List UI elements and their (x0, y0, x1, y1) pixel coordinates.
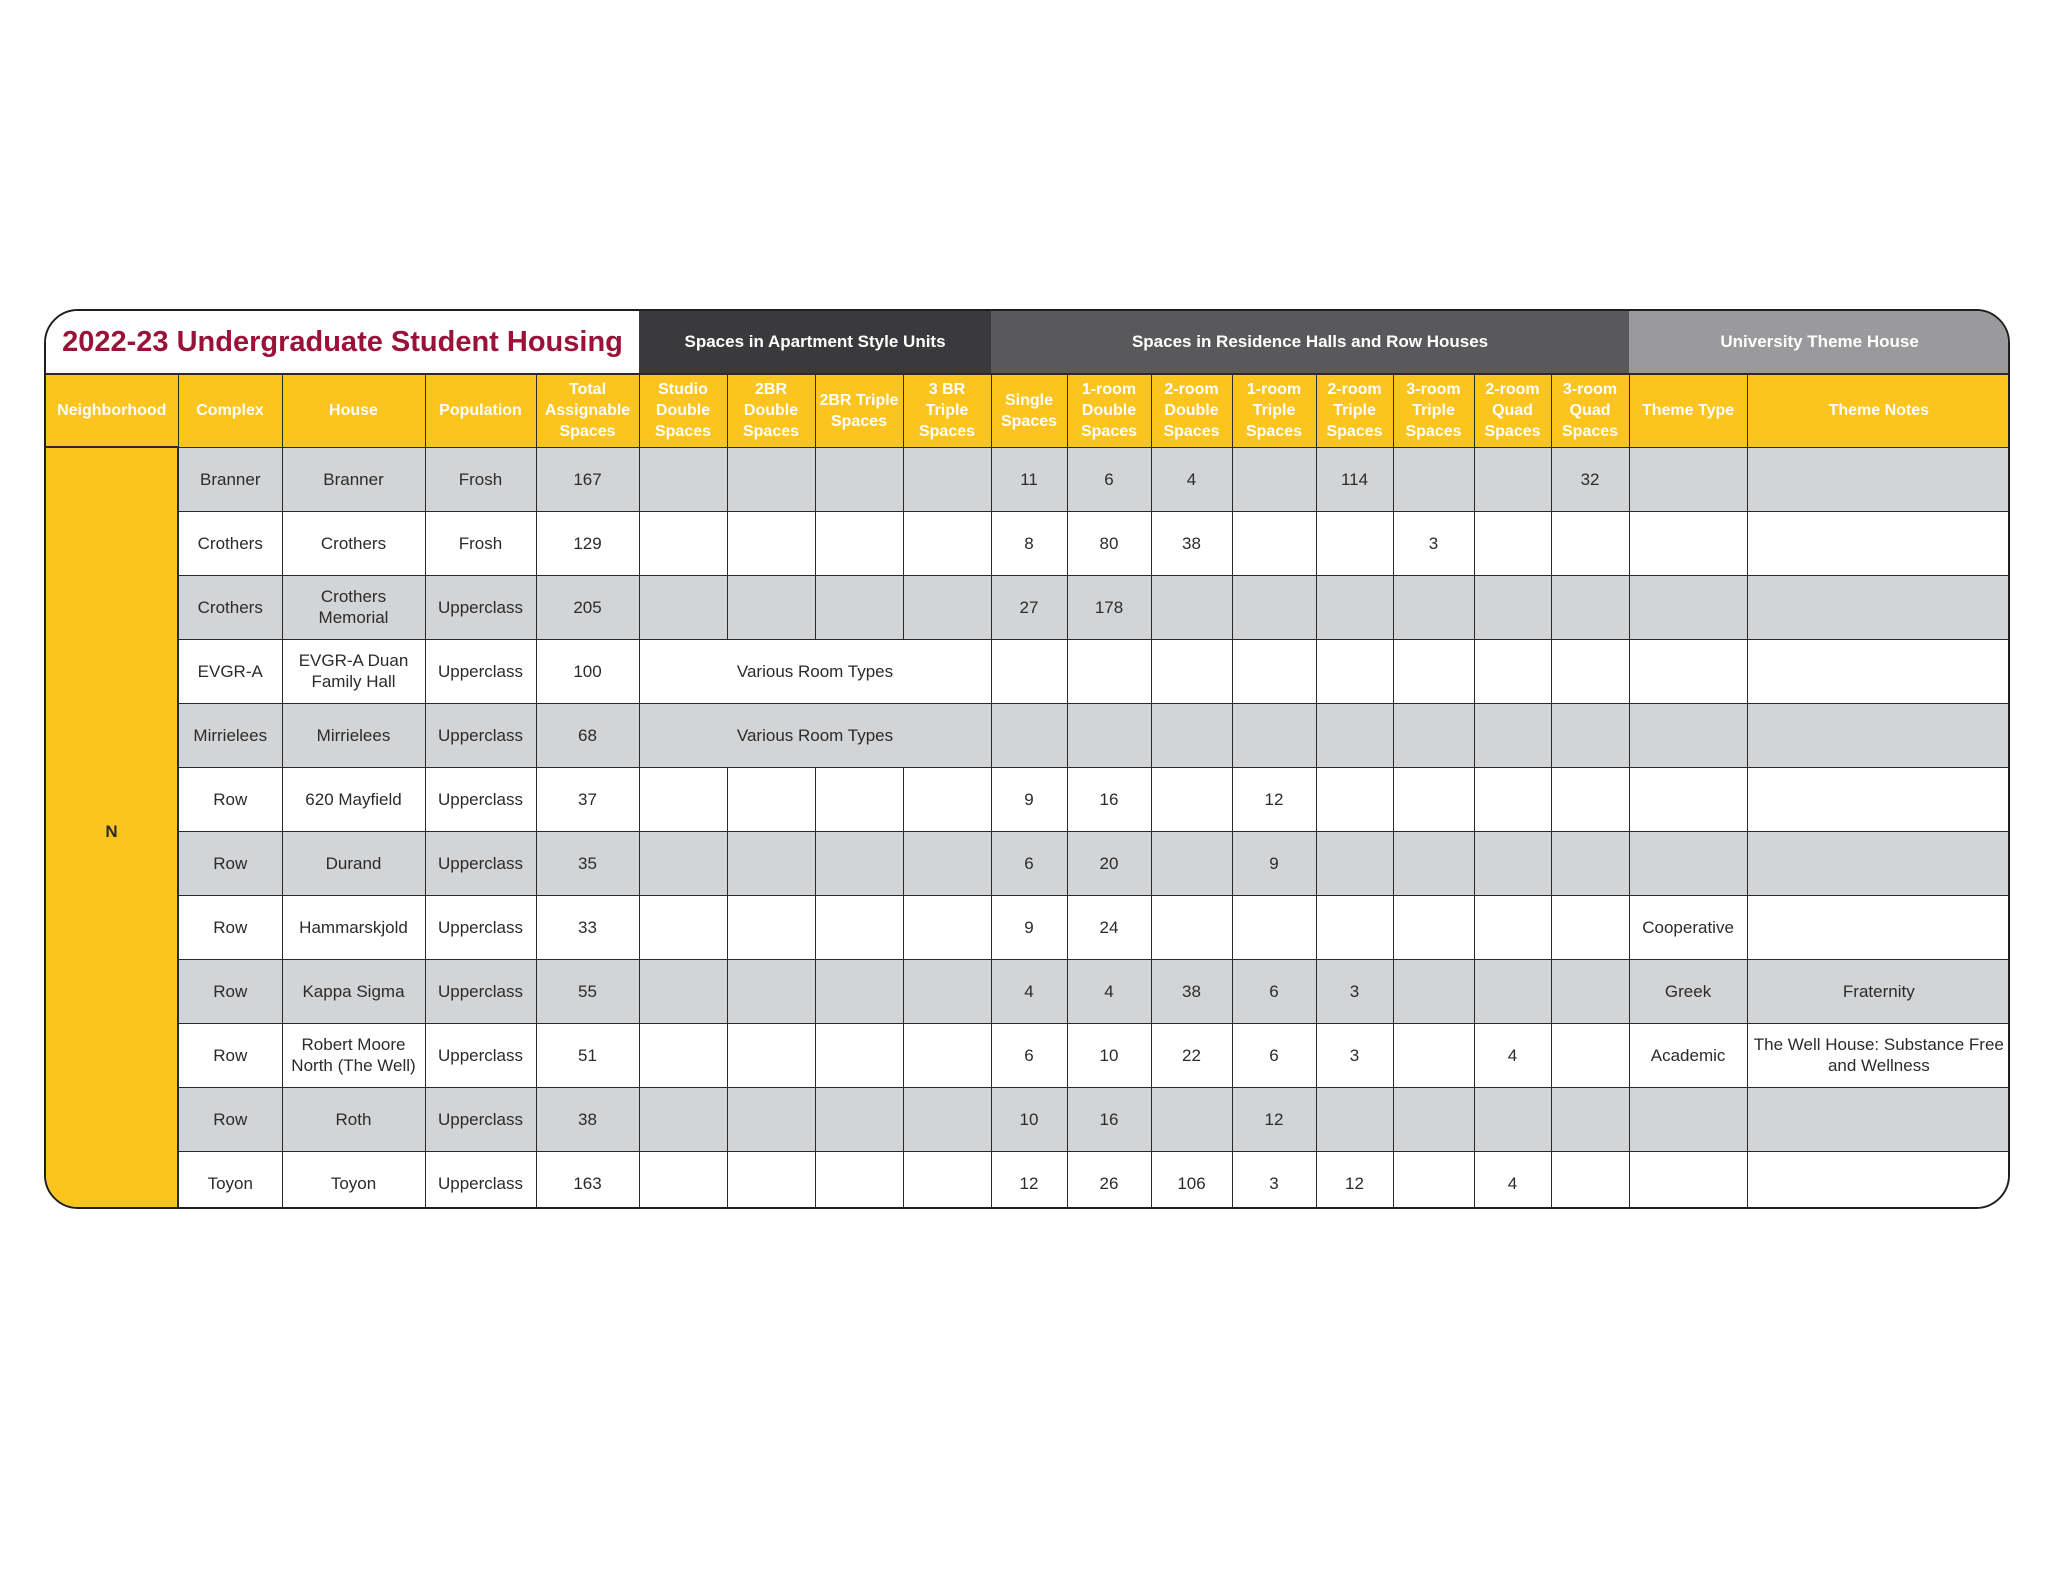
cell-r3-triple (1393, 1151, 1474, 1209)
cell-studio-double (639, 831, 727, 895)
housing-table (46, 311, 2010, 1209)
cell-br3-triple (903, 511, 991, 575)
cell-r2-quad (1474, 703, 1551, 767)
cell-r3-quad (1551, 1023, 1629, 1087)
cell-r1-double (1067, 639, 1151, 703)
cell-r1-triple (1232, 575, 1316, 639)
cell-theme-notes (1747, 767, 2010, 831)
cell-house: Kappa Sigma (282, 959, 425, 1023)
cell-r2-triple: 12 (1316, 1151, 1393, 1209)
cell-r2-double: 106 (1151, 1151, 1232, 1209)
cell-r3-triple (1393, 895, 1474, 959)
cell-br2-double (727, 767, 815, 831)
cell-r2-quad (1474, 767, 1551, 831)
cell-br2-triple (815, 511, 903, 575)
group-header-apartment: Spaces in Apartment Style Units (639, 311, 991, 374)
cell-br2-double (727, 511, 815, 575)
cell-r1-double: 26 (1067, 1151, 1151, 1209)
cell-studio-double (639, 895, 727, 959)
cell-theme-type (1629, 1087, 1747, 1151)
cell-br2-triple (815, 1023, 903, 1087)
cell-theme-notes (1747, 1087, 2010, 1151)
table-body (46, 447, 2010, 1209)
cell-population: Upperclass (425, 575, 536, 639)
cell-theme-type: Cooperative (1629, 895, 1747, 959)
cell-r2-quad (1474, 447, 1551, 511)
table-row (46, 767, 2010, 831)
col-header-total: Total Assignable Spaces (536, 374, 639, 447)
cell-br2-triple (815, 575, 903, 639)
cell-r2-triple (1316, 639, 1393, 703)
cell-single: 12 (991, 1151, 1067, 1209)
cell-r2-triple (1316, 831, 1393, 895)
cell-r1-triple (1232, 895, 1316, 959)
cell-total: 35 (536, 831, 639, 895)
col-header-2br-double: 2BR Double Spaces (727, 374, 815, 447)
cell-r2-double (1151, 575, 1232, 639)
cell-r3-triple (1393, 767, 1474, 831)
cell-r2-quad (1474, 575, 1551, 639)
column-header-row (46, 374, 2010, 447)
cell-theme-notes: Fraternity (1747, 959, 2010, 1023)
cell-r2-double (1151, 895, 1232, 959)
cell-r1-triple: 6 (1232, 959, 1316, 1023)
cell-house: Hammarskjold (282, 895, 425, 959)
cell-br3-triple (903, 1087, 991, 1151)
cell-theme-type (1629, 767, 1747, 831)
cell-studio-double (639, 959, 727, 1023)
cell-total: 205 (536, 575, 639, 639)
table-row (46, 703, 2010, 767)
col-header-2room-quad: 2-room Quad Spaces (1474, 374, 1551, 447)
cell-complex: Row (178, 959, 282, 1023)
cell-r3-quad (1551, 959, 1629, 1023)
cell-theme-type (1629, 1151, 1747, 1209)
cell-br2-double (727, 1151, 815, 1209)
cell-r2-quad: 4 (1474, 1023, 1551, 1087)
cell-r1-triple (1232, 703, 1316, 767)
cell-r3-quad (1551, 575, 1629, 639)
table-row (46, 895, 2010, 959)
cell-br2-triple (815, 831, 903, 895)
cell-complex: Row (178, 895, 282, 959)
cell-r3-triple: 3 (1393, 511, 1474, 575)
cell-br2-double (727, 831, 815, 895)
cell-studio-double (639, 447, 727, 511)
cell-house: 620 Mayfield (282, 767, 425, 831)
cell-total: 33 (536, 895, 639, 959)
cell-r1-triple: 12 (1232, 1087, 1316, 1151)
banner-row (46, 311, 2010, 374)
col-header-complex: Complex (178, 374, 282, 447)
cell-br3-triple (903, 575, 991, 639)
cell-br2-triple (815, 1151, 903, 1209)
cell-r1-double: 24 (1067, 895, 1151, 959)
cell-theme-notes (1747, 1151, 2010, 1209)
cell-r2-quad (1474, 959, 1551, 1023)
cell-r1-double: 80 (1067, 511, 1151, 575)
cell-single: 4 (991, 959, 1067, 1023)
col-header-1room-double: 1-room Double Spaces (1067, 374, 1151, 447)
cell-total: 167 (536, 447, 639, 511)
cell-theme-notes: The Well House: Substance Free and Wellness (1747, 1023, 2010, 1087)
table-row (46, 575, 2010, 639)
col-header-single: Single Spaces (991, 374, 1067, 447)
table-row (46, 1087, 2010, 1151)
cell-population: Upperclass (425, 959, 536, 1023)
cell-r3-quad (1551, 703, 1629, 767)
cell-br2-double (727, 895, 815, 959)
cell-r2-double: 38 (1151, 959, 1232, 1023)
cell-br2-double (727, 447, 815, 511)
cell-population: Upperclass (425, 767, 536, 831)
cell-complex: Branner (178, 447, 282, 511)
cell-br2-triple (815, 1087, 903, 1151)
col-header-theme-notes: Theme Notes (1747, 374, 2010, 447)
cell-br2-double (727, 1023, 815, 1087)
cell-r2-double: 38 (1151, 511, 1232, 575)
cell-studio-double (639, 767, 727, 831)
cell-r1-double: 16 (1067, 1087, 1151, 1151)
table-row (46, 447, 2010, 511)
col-header-2room-double: 2-room Double Spaces (1151, 374, 1232, 447)
cell-br3-triple (903, 767, 991, 831)
cell-r2-triple (1316, 895, 1393, 959)
cell-r3-triple (1393, 575, 1474, 639)
cell-house: EVGR-A Duan Family Hall (282, 639, 425, 703)
cell-population: Upperclass (425, 703, 536, 767)
col-header-population: Population (425, 374, 536, 447)
cell-single (991, 703, 1067, 767)
cell-total: 55 (536, 959, 639, 1023)
cell-studio-double (639, 575, 727, 639)
cell-br3-triple (903, 1151, 991, 1209)
cell-single: 10 (991, 1087, 1067, 1151)
cell-total: 51 (536, 1023, 639, 1087)
cell-r1-double: 20 (1067, 831, 1151, 895)
cell-theme-type (1629, 447, 1747, 511)
cell-total: 163 (536, 1151, 639, 1209)
cell-complex: EVGR-A (178, 639, 282, 703)
cell-theme-type (1629, 703, 1747, 767)
cell-complex: Row (178, 1023, 282, 1087)
cell-r2-double: 22 (1151, 1023, 1232, 1087)
cell-br2-double (727, 575, 815, 639)
col-header-2room-triple: 2-room Triple Spaces (1316, 374, 1393, 447)
cell-total: 37 (536, 767, 639, 831)
cell-r3-triple (1393, 1023, 1474, 1087)
cell-population: Upperclass (425, 1151, 536, 1209)
cell-r3-quad (1551, 767, 1629, 831)
cell-r1-triple: 12 (1232, 767, 1316, 831)
cell-theme-notes (1747, 575, 2010, 639)
cell-r3-triple (1393, 959, 1474, 1023)
cell-complex: Mirrielees (178, 703, 282, 767)
group-header-residence: Spaces in Residence Halls and Row Houses (991, 311, 1629, 374)
housing-table-card (44, 309, 2010, 1209)
cell-r2-triple: 3 (1316, 959, 1393, 1023)
cell-r1-double: 16 (1067, 767, 1151, 831)
cell-single: 27 (991, 575, 1067, 639)
cell-br2-triple (815, 959, 903, 1023)
cell-theme-notes (1747, 703, 2010, 767)
cell-r2-quad: 4 (1474, 1151, 1551, 1209)
cell-theme-notes (1747, 895, 2010, 959)
cell-studio-double (639, 1087, 727, 1151)
col-header-3br-triple: 3 BR Triple Spaces (903, 374, 991, 447)
cell-total: 38 (536, 1087, 639, 1151)
cell-r2-double (1151, 639, 1232, 703)
cell-r2-triple (1316, 767, 1393, 831)
col-header-theme-type: Theme Type (1629, 374, 1747, 447)
cell-theme-type (1629, 831, 1747, 895)
cell-theme-type (1629, 639, 1747, 703)
cell-r1-double: 10 (1067, 1023, 1151, 1087)
cell-population: Upperclass (425, 831, 536, 895)
cell-r1-triple (1232, 511, 1316, 575)
cell-r2-triple (1316, 1087, 1393, 1151)
cell-theme-notes (1747, 511, 2010, 575)
cell-r2-triple (1316, 703, 1393, 767)
table-row (46, 511, 2010, 575)
cell-studio-double (639, 511, 727, 575)
cell-r3-triple (1393, 1087, 1474, 1151)
cell-single: 6 (991, 831, 1067, 895)
cell-r1-double (1067, 703, 1151, 767)
col-header-3room-quad: 3-room Quad Spaces (1551, 374, 1629, 447)
cell-r1-triple (1232, 639, 1316, 703)
cell-r1-triple: 9 (1232, 831, 1316, 895)
cell-br2-double (727, 1087, 815, 1151)
cell-r1-triple: 6 (1232, 1023, 1316, 1087)
cell-r2-double (1151, 703, 1232, 767)
cell-single: 9 (991, 895, 1067, 959)
cell-r3-quad (1551, 639, 1629, 703)
cell-br2-triple (815, 895, 903, 959)
cell-theme-type (1629, 575, 1747, 639)
cell-studio-double (639, 1023, 727, 1087)
cell-r3-triple (1393, 639, 1474, 703)
cell-population: Upperclass (425, 639, 536, 703)
col-header-3room-triple: 3-room Triple Spaces (1393, 374, 1474, 447)
cell-br2-double (727, 959, 815, 1023)
cell-house: Robert Moore North (The Well) (282, 1023, 425, 1087)
cell-house: Roth (282, 1087, 425, 1151)
cell-r3-triple (1393, 447, 1474, 511)
cell-br2-triple (815, 447, 903, 511)
cell-r2-triple (1316, 575, 1393, 639)
cell-single (991, 639, 1067, 703)
cell-r2-quad (1474, 639, 1551, 703)
cell-r1-double: 4 (1067, 959, 1151, 1023)
group-header-theme: University Theme House (1629, 311, 2010, 374)
cell-house: Durand (282, 831, 425, 895)
cell-r2-quad (1474, 511, 1551, 575)
cell-r3-quad (1551, 895, 1629, 959)
cell-r2-quad (1474, 831, 1551, 895)
table-row (46, 1023, 2010, 1087)
cell-r2-quad (1474, 1087, 1551, 1151)
cell-r1-double: 178 (1067, 575, 1151, 639)
cell-house: Crothers Memorial (282, 575, 425, 639)
cell-single: 11 (991, 447, 1067, 511)
col-header-neighborhood: Neighborhood (46, 374, 178, 447)
cell-theme-notes (1747, 639, 2010, 703)
cell-theme-notes (1747, 831, 2010, 895)
cell-total: 68 (536, 703, 639, 767)
cell-complex: Row (178, 767, 282, 831)
cell-population: Upperclass (425, 1023, 536, 1087)
cell-complex: Row (178, 1087, 282, 1151)
col-header-2br-triple: 2BR Triple Spaces (815, 374, 903, 447)
cell-single: 6 (991, 1023, 1067, 1087)
cell-r2-triple: 114 (1316, 447, 1393, 511)
cell-theme-notes (1747, 447, 2010, 511)
cell-r1-triple (1232, 447, 1316, 511)
cell-r2-quad (1474, 895, 1551, 959)
cell-r3-triple (1393, 703, 1474, 767)
cell-theme-type: Academic (1629, 1023, 1747, 1087)
cell-apartment-note: Various Room Types (639, 639, 991, 703)
cell-r3-quad (1551, 1151, 1629, 1209)
cell-r2-double (1151, 831, 1232, 895)
page-title: 2022-23 Undergraduate Student Housing (46, 311, 639, 374)
cell-br3-triple (903, 959, 991, 1023)
cell-br3-triple (903, 895, 991, 959)
cell-r3-quad: 32 (1551, 447, 1629, 511)
cell-population: Upperclass (425, 895, 536, 959)
cell-complex: Crothers (178, 575, 282, 639)
neighborhood-cell: N (46, 447, 178, 1209)
cell-population: Frosh (425, 447, 536, 511)
cell-apartment-note: Various Room Types (639, 703, 991, 767)
col-header-house: House (282, 374, 425, 447)
table-row (46, 831, 2010, 895)
cell-population: Upperclass (425, 1087, 536, 1151)
cell-single: 9 (991, 767, 1067, 831)
cell-total: 100 (536, 639, 639, 703)
cell-studio-double (639, 1151, 727, 1209)
cell-r3-quad (1551, 511, 1629, 575)
cell-complex: Crothers (178, 511, 282, 575)
cell-theme-type: Greek (1629, 959, 1747, 1023)
cell-house: Toyon (282, 1151, 425, 1209)
cell-br2-triple (815, 767, 903, 831)
cell-complex: Toyon (178, 1151, 282, 1209)
cell-br3-triple (903, 831, 991, 895)
cell-house: Crothers (282, 511, 425, 575)
cell-br3-triple (903, 1023, 991, 1087)
col-header-1room-triple: 1-room Triple Spaces (1232, 374, 1316, 447)
cell-theme-type (1629, 511, 1747, 575)
cell-r1-double: 6 (1067, 447, 1151, 511)
cell-complex: Row (178, 831, 282, 895)
cell-single: 8 (991, 511, 1067, 575)
cell-r2-triple (1316, 511, 1393, 575)
table-row (46, 959, 2010, 1023)
cell-br3-triple (903, 447, 991, 511)
col-header-studio-double: Studio Double Spaces (639, 374, 727, 447)
table-row (46, 639, 2010, 703)
cell-population: Frosh (425, 511, 536, 575)
cell-r2-triple: 3 (1316, 1023, 1393, 1087)
cell-house: Branner (282, 447, 425, 511)
table-row (46, 1151, 2010, 1209)
cell-r1-triple: 3 (1232, 1151, 1316, 1209)
cell-r2-double (1151, 1087, 1232, 1151)
cell-total: 129 (536, 511, 639, 575)
cell-house: Mirrielees (282, 703, 425, 767)
cell-r3-quad (1551, 831, 1629, 895)
cell-r3-triple (1393, 831, 1474, 895)
cell-r3-quad (1551, 1087, 1629, 1151)
cell-r2-double (1151, 767, 1232, 831)
cell-r2-double: 4 (1151, 447, 1232, 511)
